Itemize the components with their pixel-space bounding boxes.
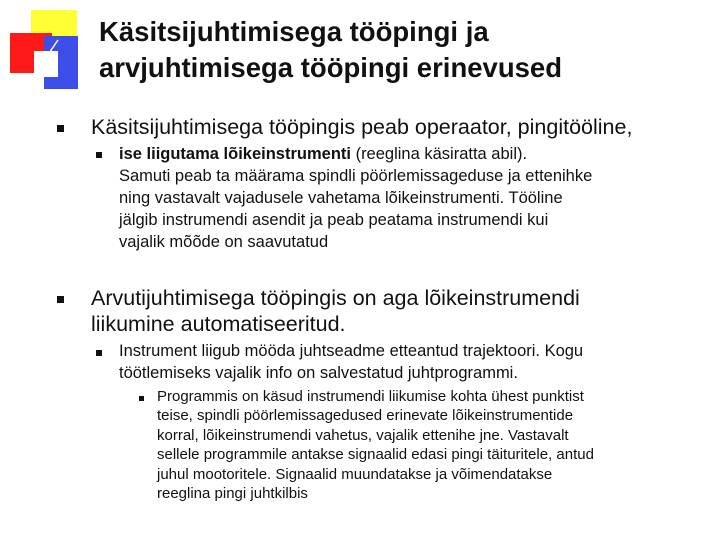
bullet-2-subsub-line-1: Programmis on käsud instrumendi liikumise kohta ühest punktist: [157, 388, 584, 405]
bullet-marker: [57, 296, 64, 303]
bullet-marker: [57, 125, 64, 132]
bullet-2-subsub-line-5: juhul mootoritele. Signaalid muundatakse ja võimendatakse: [157, 466, 553, 483]
emphasis-text: ise liigutama lõikeinstrumenti: [119, 145, 351, 163]
sub-bullet-marker: [96, 350, 102, 356]
slide-title-line-2: arvjuhtimisega tööpingi erinevused: [99, 52, 563, 83]
bullet-2-line-2: liikumine automatiseeritud.: [91, 312, 346, 336]
bullet-1-sub-line-1: [119, 143, 527, 165]
bullet-2-subsub-line-4: sellele programmile antakse signaalid edasi pingi täituritele, antud: [157, 446, 594, 463]
bullet-1-sub-line-4: jälgib instrumendi asendit ja peab peatama instrumendi kui: [119, 211, 549, 229]
bullet-1-text: Käsitsijuhtimisega tööpingis peab operaator, pingitööline,: [91, 115, 633, 139]
bullet-2-sub-line-1: Instrument liigub mööda juhtseadme etteantud trajektoori. Kogu: [119, 342, 584, 360]
bullet-1-sub-line-5: vajalik mõõde on saavutatud: [119, 233, 329, 251]
bullet-1-sub-line-3: ning vastavalt vajadusele vahetama lõikeinstrumenti. Tööline: [119, 189, 563, 207]
sub-bullet-marker: [96, 152, 102, 158]
bullet-1-sub-line-1-rest: (reeglina käsiratta abil).: [350, 145, 528, 163]
decorative-diagonal-line: [30, 38, 60, 82]
bullet-1-sub-line-2: Samuti peab ta määrama spindli pöörlemissageduse ja ettenihke: [119, 167, 593, 185]
bullet-2-subsub-line-6: reeglina pingi juhtkilbis: [157, 485, 308, 502]
sub-sub-bullet-marker: [139, 396, 144, 401]
slide-title-line-1: Käsitsijuhtimisega tööpingi ja: [99, 16, 489, 47]
bullet-2-line-1: Arvutijuhtimisega tööpingis on aga lõikeinstrumendi: [91, 286, 580, 310]
bullet-2-subsub-line-2: teise, spindli pöörlemissagedused erinevate lõikeinstrumentide: [157, 407, 574, 424]
bullet-2-subsub-line-3: korral, lõikeinstrumendi vahetus, vajalik ettenihe jne. Vastavalt: [157, 427, 569, 444]
slide-title: [99, 14, 709, 86]
bullet-2-sub-line-2: töötlemiseks vajalik info on salvestatud juhtprogrammi.: [119, 364, 518, 382]
